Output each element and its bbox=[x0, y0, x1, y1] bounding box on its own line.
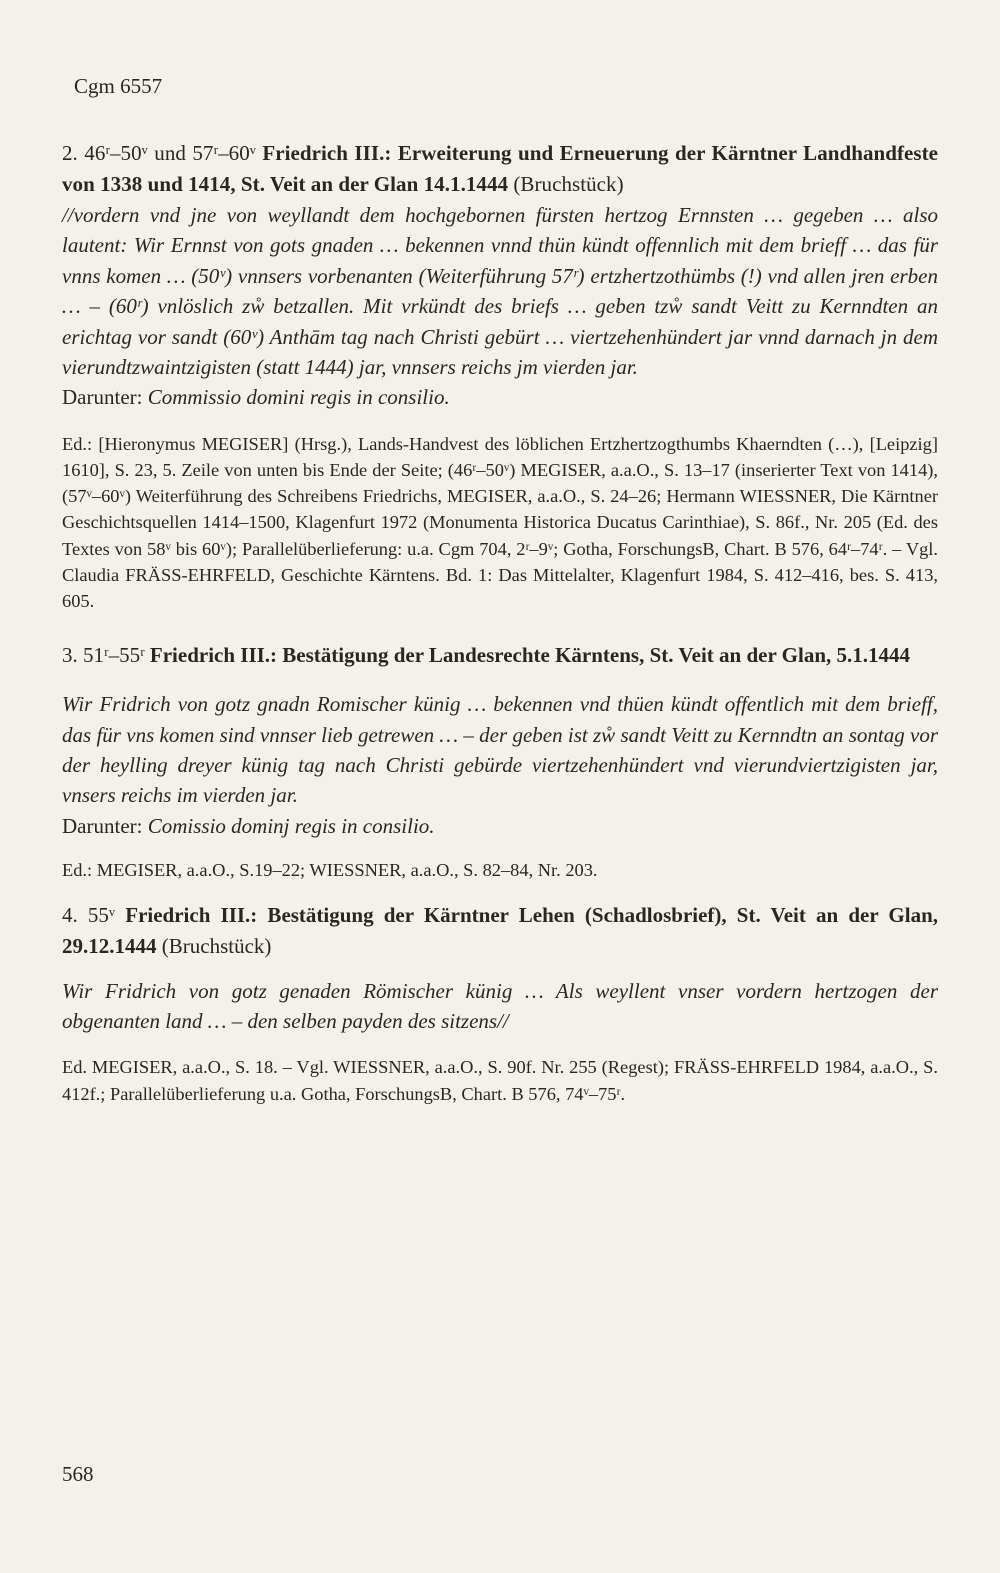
entry-number: 3. bbox=[62, 643, 78, 668]
entry-4 bbox=[62, 900, 938, 1107]
entry-heading-note: (Bruchstück) bbox=[513, 172, 624, 196]
entry-2 bbox=[62, 138, 938, 614]
entry-folios: 51ʳ–55ʳ bbox=[83, 643, 145, 668]
below-label: Darunter: bbox=[62, 385, 143, 410]
entry-heading-note: (Bruchstück) bbox=[161, 933, 272, 958]
entry-folios: 46ʳ–50ᵛ und 57ʳ–60ᵛ bbox=[84, 141, 256, 165]
entry-incipit: Wir Fridrich von gotz genaden Römischer künig … Als weyllent vnser vordern hertzogen der obgenanten land … – den selben payden des sitzens// bbox=[62, 978, 938, 1033]
entry-incipit: //vordern vnd jne von weyllandt dem hochgebornen fürsten hertzog Ernnsten … gegeben … also lautent: Wir Ernnst von gots gnaden … bekennen vnnd thün kündt offennlich mit dem brieff … das für vnns komen … (50ᵛ) vnnsers vorbenanten (Weiterführung 57ʳ) ertzhertzothümbs (!) vnd allen jren erben … – (60ʳ) vnlöslich zẘ betzallen. Mit vrkündt des briefs … geben tzẘ sandt Veitt zu Kernndten an erichtag vor sandt (60ᵛ) Anthām tag nach Christi gebürt … viertzehenhündert jar vnnd darnach jn dem vierundtzwaintzigisten (statt 1444) jar, vnnsers reichs jm vierden jar. bbox=[62, 203, 938, 380]
entry-below-line bbox=[62, 811, 938, 841]
entry-3 bbox=[62, 640, 938, 883]
entry-below-line bbox=[62, 382, 938, 412]
entry-title bbox=[62, 138, 938, 200]
entry-incipit: Wir Fridrich von gotz gnadn Romischer künig … bekennen vnd thüen kündt offentlich mit dem brieff, das für vns komen sind vnnser lieb getrewen … – der geben ist zẘ sandt Veitt zu Kernndtn an sontag vor der heylling dreyer künig tag nach Christi gebürde viertzehenhündert vnd vierundviertzigisten jar, vnsers reichs im vierden jar. bbox=[62, 692, 938, 808]
entry-edition: Ed.: MEGISER, a.a.O., S.19–22; WIESSNER, a.a.O., S. 82–84, Nr. 203. bbox=[62, 860, 598, 881]
catalogue-entries bbox=[62, 138, 938, 1107]
entry-heading: Friedrich III.: Bestätigung der Kärntner Lehen (Schadlosbrief), St. Veit an der Glan, 29.12.1444 bbox=[62, 902, 939, 958]
running-head: Cgm 6557 bbox=[74, 74, 163, 98]
entry-edition: Ed.: [Hieronymus MEGISER] (Hrsg.), Lands-Handvest des löblichen Ertzhertzogthumbs Khaerndten (…), [Leipzig] 1610], S. 23, 5. Zeile von unten bis Ende der Seite; (46ʳ–50ᵛ) MEGISER, a.a.O., S. 13–17 (inserierter Text von 1414), (57ᵛ–60ᵛ) Weiterführung des Schreibens Friedrichs, MEGISER, a.a.O., S. 24–26; Hermann WIESSNER, Die Kärntner Geschichtsquellen 1414–1500, Klagenfurt 1972 (Monumenta Historica Ducatus Carinthiae), S. 86f., Nr. 205 (Ed. des Textes von 58ᵛ bis 60ᵛ); Parallelüberlieferung: u.a. Cgm 704, 2ʳ–9ᵛ; Gotha, ForschungsB, Chart. B 576, 64ʳ–74ʳ. – Vgl. Claudia FRÄSS-EHRFELD, Geschichte Kärntens. Bd. 1: Das Mittelalter, Klagenfurt 1984, S. 412–416, bes. S. 413, 605. bbox=[62, 433, 938, 612]
below-label: Darunter: bbox=[62, 813, 143, 838]
entry-heading: Friedrich III.: Erweiterung und Erneuerung der Kärntner Landhandfeste von 1338 und 1414, St. Veit an der Glan 14.1.1444 bbox=[62, 141, 939, 196]
entry-title bbox=[62, 640, 938, 671]
entry-folios: 55ᵛ bbox=[87, 902, 116, 927]
page-number: 568 bbox=[62, 1462, 94, 1486]
below-text: Comissio dominj regis in consilio. bbox=[147, 813, 435, 838]
entry-number: 4. bbox=[62, 902, 78, 927]
below-text: Commissio domini regis in consilio. bbox=[147, 385, 450, 410]
entry-number: 2. bbox=[62, 141, 78, 165]
entry-heading: Friedrich III.: Bestätigung der Landesrechte Kärntens, St. Veit an der Glan, 5.1.1444 bbox=[149, 643, 910, 668]
entry-title bbox=[62, 900, 938, 962]
entry-edition: Ed. MEGISER, a.a.O., S. 18. – Vgl. WIESSNER, a.a.O., S. 90f. Nr. 255 (Regest); FRÄSS-EHRFELD 1984, a.a.O., S. 412f.; Parallelüberlieferung u.a. Gotha, ForschungsB, Chart. B 576, 74ᵛ–75ʳ. bbox=[62, 1057, 938, 1104]
